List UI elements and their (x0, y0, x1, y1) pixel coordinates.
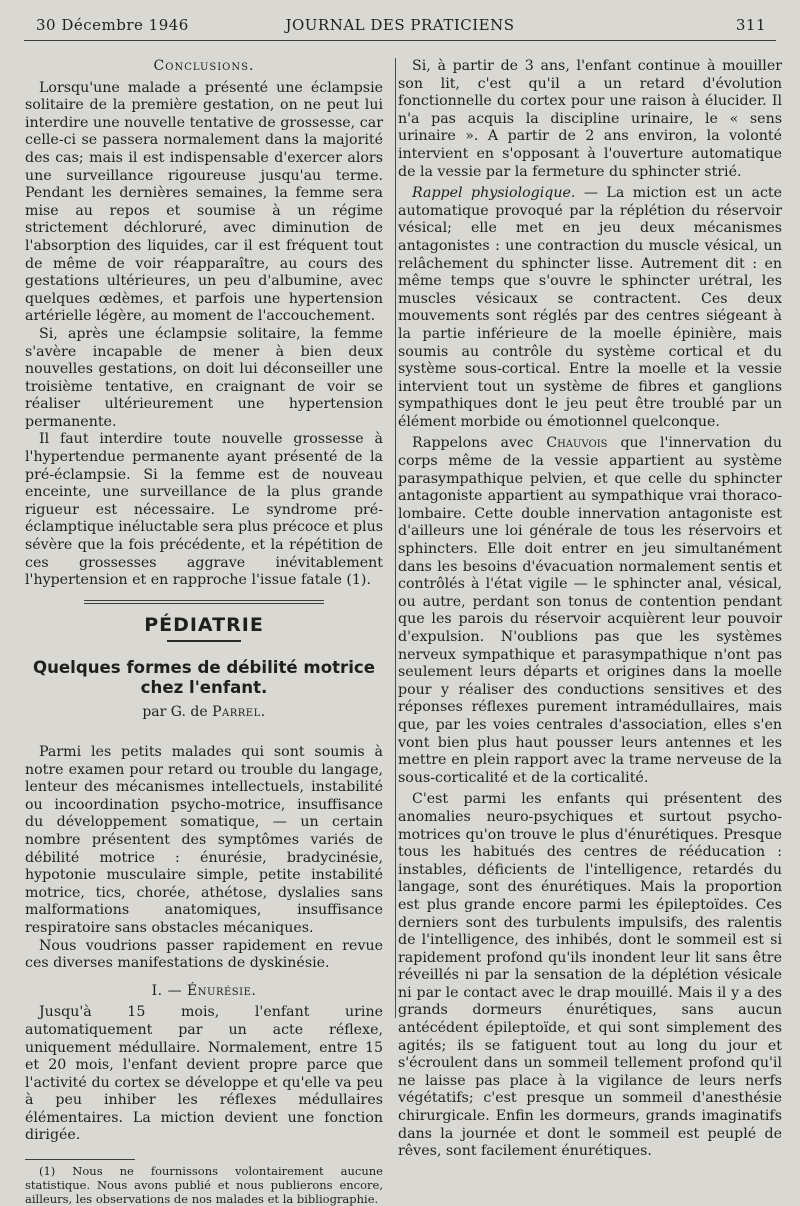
byline-prefix: par G. de (142, 704, 208, 721)
paragraph: C'est parmi les enfants qui présentent des anomalies neuro-psychiques et surtout psycho-motrices qu'on trouve le plus d'énurétiques. Presque tous les habitués des centres de rééducation : instables, déficients de l'intelligence, retardés du langage, sont des énurétiques. Mais la proportion est plus grande encore parmi les épileptoïdes. Ces derniers sont des turbulents impulsifs, des ralentis de l'intelligence, des inhibés, dont le sommeil est si rapidement profond qu'ils inondent leur lit sans être réveillés ni par la sensation de la déplétion vésicale ni par le contact avec le drap mouillé. Mais il y a des grands dormeurs énurétiques, sans aucun antécédent épileptoïde, et qui sont simplement des agités; ils se fatiguent tout au long du jour et s'écroulent dans un sommeil tellement profond qu'il ne laisse pas place à la vigilance de leurs nerfs végétatifs; c'est presque un sommeil d'anesthésie chirurgicale. Enfin les dormeurs, grands imaginatifs dans la journée et dont le sommeil est peuplé de rêves, sont facilement énurétiques. (398, 791, 782, 1160)
running-header (28, 14, 772, 40)
paragraph: Si, après une éclampsie solitaire, la femme s'avère incapable de mener à bien deux nouvelles gestations, on doit lui déconseiller une troisième tentative, en craignant de voir se réaliser ultérieurement une hypertension permanente. (25, 325, 383, 430)
footnote: (1) Nous ne fournissons volontairement aucune statistique. Nous avons publié et nous publierons encore, ailleurs, les observations de nos malades et la bibliographie. (25, 1164, 383, 1206)
paragraph (398, 185, 782, 431)
paragraph: Lorsqu'une malade a présenté une éclampsie solitaire de la première gestation, on ne peut lui interdire une nouvelle tentative de grossesse, car celle-ci se passera normalement dans la majorité des cas; mais il est indispensable d'exercer alors une surveillance rigoureuse jusqu'au terme. Pendant les dernières semaines, la femme sera mise au repos et soumise à un régime strictement déchloruré, avec diminution de l'absorption des liquides, car il est fréquent tout de même de voir réapparaître, au cours des gestations ultérieures, un peu d'albumine, avec quelques œdèmes, et parfois une hypertension artérielle légère, au moment de l'accouchement. (25, 79, 383, 325)
subsection-title: Énurésie. (187, 982, 257, 999)
left-column (25, 58, 383, 1206)
header-journal-title: JOURNAL DES PRATICIENS (285, 16, 515, 34)
header-date: 30 Décembre 1946 (36, 16, 189, 34)
section-separator (84, 600, 324, 605)
paragraph-body: — La miction est un acte automatique provoqué par la réplétion du réservoir vésical; elle met en jeu deux mécanismes antagonistes : une contraction du muscle vésical, un relâchement du sphincter lisse. Autrement dit : en même temps que s'ouvre le sphincter urétral, les muscles vésicaux se contractent. Ces deux mouvements sont réglés par des centres siégeant à la partie inférieure de la moelle épinière, mais soumis au contrôle du système cortical et du système sous-cortical. Entre la moelle et la vessie intervient tout un système de fibres et ganglions sympathiques dont le jeu peut être troublé par un élément morbide ou émotionnel quelconque. (398, 185, 782, 430)
header-page-number: 311 (735, 16, 766, 34)
header-rule (24, 40, 776, 41)
right-column (398, 58, 782, 1161)
article-title: Quelques formes de débilité motrice chez l'enfant. (33, 658, 375, 698)
conclusions-heading: Conclusions. (153, 58, 255, 74)
cited-author: Chauvois (546, 435, 608, 452)
byline-author: Parrel. (212, 704, 266, 721)
rubric-heading: PÉDIATRIE (144, 613, 264, 636)
paragraph-start: Rappelons avec (412, 435, 534, 452)
column-divider (395, 58, 396, 1018)
byline (25, 704, 383, 722)
footnote-rule (25, 1159, 135, 1160)
paragraph: Parmi les petits malades qui sont soumis à notre examen pour retard ou trouble du langage, lenteur des mécanismes intellectuels, instabilité ou incoordination psycho-motrice, insuffisance du développement somatique, — un certain nombre présentent des symptômes variés de débilité motrice : énurésie, bradycinésie, hypotonie musculaire simple, petite instabilité motrice, tics, chorée, athétose, dyslalies sans malformations anatomiques, insuffisance respiratoire sans obstacles mécaniques. (25, 744, 383, 936)
subsection-number: I. — (151, 982, 183, 999)
subsection-heading (25, 983, 383, 1001)
paragraph: Nous voudrions passer rapidement en revue ces diverses manifestations de dyskinésie. (25, 937, 383, 972)
rubric-underline (167, 640, 241, 642)
paragraph (398, 435, 782, 787)
paragraph: Jusqu'à 15 mois, l'enfant urine automatiquement par un acte réflexe, uniquement médullaire. Normalement, entre 15 et 20 mois, l'enfant devient propre parce que l'activité du cortex se développe et qu'elle va peu à peu inhiber les réflexes médullaires élémentaires. La miction devient une fonction dirigée. (25, 1004, 383, 1144)
paragraph: Si, à partir de 3 ans, l'enfant continue à mouiller son lit, c'est qu'il a un retard d'évolution fonctionnelle du cortex pour une raison à élucider. Il n'a pas acquis la discipline urinaire, le « sens urinaire ». A partir de 2 ans environ, la volonté intervient en s'opposant à l'ouverture automatique de la vessie par la fermeture du sphincter strié. (398, 58, 782, 180)
paragraph-lead: Rappel physiologique. (412, 185, 576, 202)
paragraph: Il faut interdire toute nouvelle grossesse à l'hypertendue permanente ayant présenté de la pré-éclampsie. Si la femme est de nouveau enceinte, une surveillance de la plus grande rigueur est nécessaire. Le syndrome pré-éclamptique inéluctable sera plus précoce et plus sévère que la fois précédente, et la répétition de ces grossesses aggrave inévitablement l'hypertension et en rapproche l'issue fatale (1). (25, 431, 383, 589)
paragraph-body: que l'innervation du corps même de la vessie appartient au système parasympathique pelvien, et que celle du sphincter antagoniste appartient au sympathique vrai thoraco-lombaire. Cette double innervation antagoniste est d'ailleurs une loi générale de tous les réservoirs et sphincters. Elle doit entrer en jeu simultanément dans les besoins d'évacuation normalement sentis et contrôlés à l'état vigile — le sphincter anal, vésical, ou autre, perdant son tonus de contention pendant que les parois du réservoir acquièrent leur pouvoir d'expulsion. N'oublions pas que les systèmes nerveux sympathique et parasympathique n'ont pas seulement leurs départs et origines dans la moelle pour y réaliser des conductions sensitives et des réponses réflexes purement intramédullaires, mais que, par les voies centrales d'association, elles s'en vont bien plus haut pousser leurs antennes et les mettre en plein rapport avec la trame nerveuse de la sous-corticalité et de la corticalité. (398, 435, 782, 786)
